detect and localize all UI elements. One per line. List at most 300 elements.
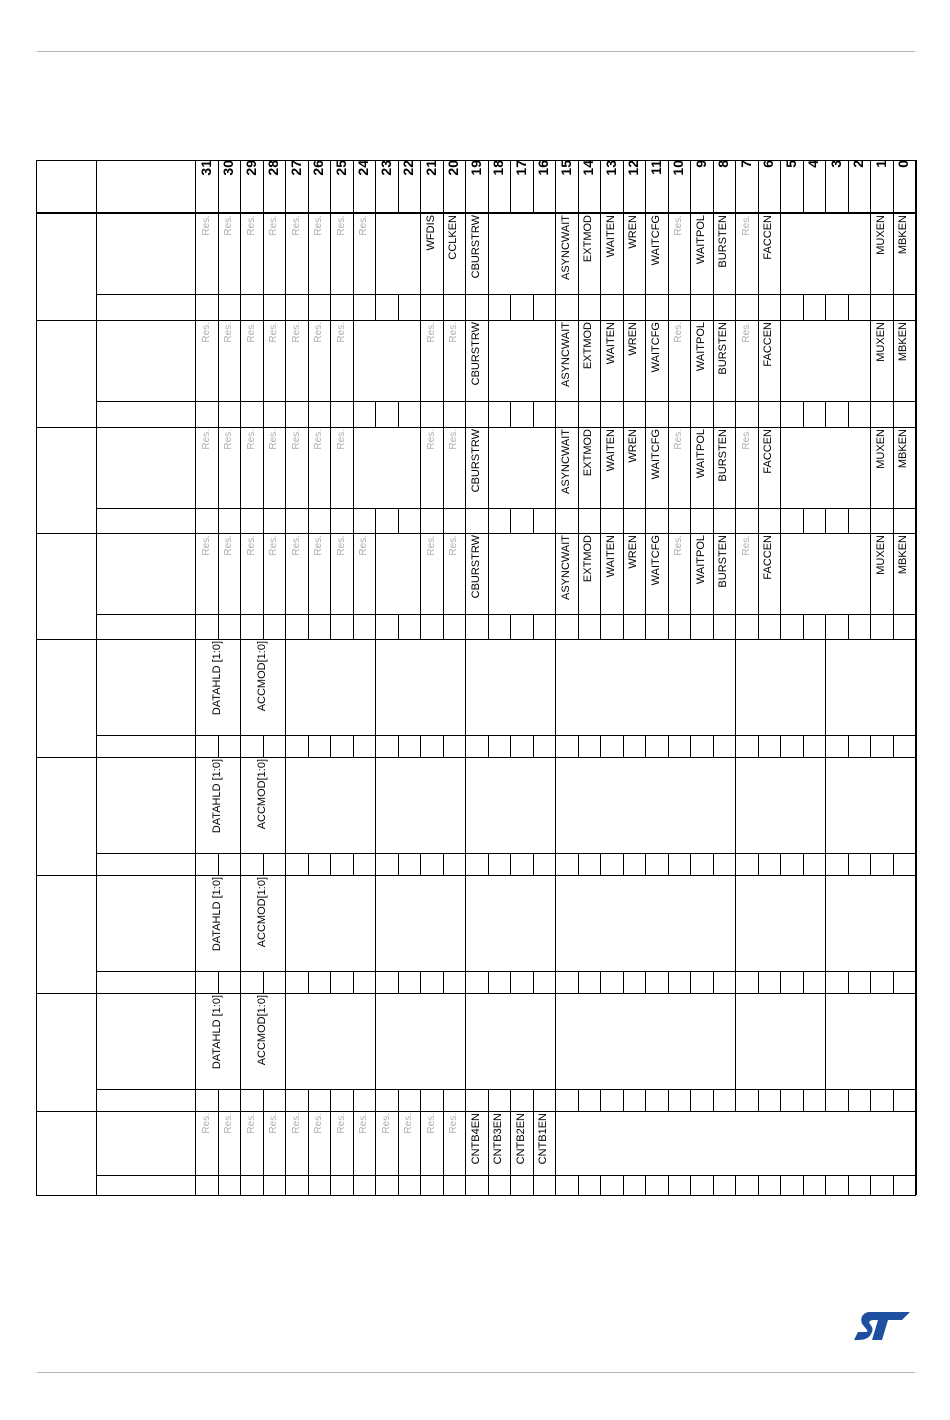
- grid-line: [195, 1175, 196, 1195]
- reserved-field: [218, 1111, 241, 1175]
- grid-line: [375, 971, 376, 993]
- grid-line: [825, 757, 826, 853]
- grid-line: [285, 853, 286, 875]
- grid-line: [848, 294, 849, 320]
- register-field: [240, 993, 285, 1089]
- grid-line: [803, 1089, 804, 1111]
- reserved-label: Res.: [313, 429, 325, 450]
- grid-line: [285, 993, 286, 1089]
- reserved-field: [420, 320, 443, 401]
- grid-line: [353, 614, 354, 639]
- grid-line: [96, 401, 916, 402]
- grid-line: [398, 853, 399, 875]
- register-field: [893, 427, 916, 508]
- grid-line: [578, 294, 579, 320]
- grid-line: [375, 1175, 376, 1195]
- grid-line: [375, 993, 376, 1089]
- field-name: WAITCFG: [649, 535, 662, 586]
- grid-line: [443, 971, 444, 993]
- reserved-field: [420, 533, 443, 614]
- grid-line: [803, 971, 804, 993]
- field-name: MBKEN: [897, 322, 910, 362]
- field-name: CNTB4EN: [469, 1113, 482, 1165]
- reserved-label: Res.: [740, 322, 752, 343]
- field-name: EXTMOD: [582, 215, 595, 263]
- grid-line: [915, 1089, 916, 1111]
- reserved-label: Res.: [335, 215, 347, 236]
- grid-line: [780, 401, 781, 427]
- field-name: EXTMOD: [582, 322, 595, 370]
- grid-line: [893, 853, 894, 875]
- grid-line: [555, 614, 556, 639]
- grid-line: [240, 508, 241, 533]
- register-field: [533, 1111, 556, 1175]
- reserved-field: [330, 427, 353, 508]
- reserved-label: Res.: [313, 535, 325, 556]
- grid-line: [600, 853, 601, 875]
- bit-number: [600, 160, 623, 212]
- reserved-field: [263, 1111, 286, 1175]
- grid-line: [263, 1089, 264, 1111]
- reserved-label: Res.: [335, 429, 347, 450]
- grid-line: [465, 993, 466, 1089]
- grid-line: [758, 735, 759, 757]
- reserved-field: [285, 533, 308, 614]
- grid-line: [308, 1175, 309, 1195]
- grid-line: [420, 1089, 421, 1111]
- grid-line: [690, 1089, 691, 1111]
- grid-line: [96, 508, 916, 509]
- grid-line: [555, 294, 556, 320]
- grid-line: [375, 639, 376, 735]
- grid-line: [578, 614, 579, 639]
- grid-line: [96, 971, 916, 972]
- grid-line: [330, 1175, 331, 1195]
- grid-line: [420, 971, 421, 993]
- field-name: WREN: [627, 322, 640, 356]
- grid-line: [645, 1175, 646, 1195]
- reserved-field: [330, 1111, 353, 1175]
- reserved-field: [240, 533, 263, 614]
- reserved-label: Res.: [358, 215, 370, 236]
- grid-line: [870, 853, 871, 875]
- reserved-field: [735, 213, 758, 294]
- grid-line: [533, 294, 534, 320]
- grid-line: [398, 735, 399, 757]
- reserved-label: Res.: [403, 1113, 415, 1134]
- reserved-field: [375, 1111, 398, 1175]
- grid-line: [375, 614, 376, 639]
- register-field: [645, 213, 668, 294]
- grid-line: [240, 294, 241, 320]
- register-field: [240, 875, 285, 971]
- field-name: BURSTEN: [717, 429, 730, 482]
- register-field: [690, 213, 713, 294]
- grid-line: [893, 508, 894, 533]
- grid-line: [668, 971, 669, 993]
- bit-number-label: 22: [400, 160, 417, 176]
- grid-line: [375, 401, 376, 427]
- reserved-field: [218, 533, 241, 614]
- grid-line: [353, 853, 354, 875]
- field-name: MUXEN: [874, 322, 887, 362]
- bit-number: [848, 160, 871, 212]
- grid-line: [555, 1111, 556, 1175]
- reserved-label: Res.: [740, 535, 752, 556]
- bit-number-label: 25: [332, 160, 349, 176]
- reserved-label: Res.: [268, 535, 280, 556]
- register-field: [465, 1111, 488, 1175]
- bit-number: [735, 160, 758, 212]
- grid-line: [870, 1089, 871, 1111]
- grid-line: [218, 853, 219, 875]
- grid-line: [218, 401, 219, 427]
- field-name: WAITEN: [604, 215, 617, 258]
- bit-number: [803, 160, 826, 212]
- bit-number-label: 7: [737, 160, 754, 168]
- grid-line: [645, 401, 646, 427]
- bit-number-label: 19: [467, 160, 484, 176]
- grid-line: [915, 508, 916, 533]
- reserved-field: [398, 1111, 421, 1175]
- reserved-label: Res.: [290, 322, 302, 343]
- grid-line: [825, 508, 826, 533]
- reserved-field: [308, 427, 331, 508]
- reserved-label: Res.: [335, 1113, 347, 1134]
- grid-line: [735, 1175, 736, 1195]
- register-field: [893, 320, 916, 401]
- register-field: [555, 427, 578, 508]
- grid-line: [420, 294, 421, 320]
- grid-line: [870, 614, 871, 639]
- reserved-field: [263, 213, 286, 294]
- field-name: CBURSTRW: [469, 535, 482, 599]
- grid-line: [353, 294, 354, 320]
- reserved-label: Res.: [740, 429, 752, 450]
- bit-number-label: 13: [602, 160, 619, 176]
- bit-number-label: 18: [490, 160, 507, 176]
- grid-line: [285, 639, 286, 735]
- grid-line: [758, 853, 759, 875]
- reserved-label: Res.: [425, 429, 437, 450]
- grid-line: [36, 993, 916, 994]
- grid-line: [690, 294, 691, 320]
- grid-line: [870, 294, 871, 320]
- register-field: [713, 427, 736, 508]
- field-name: CBURSTRW: [469, 322, 482, 386]
- grid-line: [780, 294, 781, 320]
- register-field: [600, 320, 623, 401]
- grid-line: [645, 1089, 646, 1111]
- reserved-label: Res.: [245, 1113, 257, 1134]
- field-name: CBURSTRW: [469, 215, 482, 279]
- grid-line: [645, 508, 646, 533]
- register-field: [713, 533, 736, 614]
- register-field: [758, 427, 781, 508]
- grid-line: [758, 508, 759, 533]
- grid-line: [420, 1175, 421, 1195]
- grid-line: [263, 1175, 264, 1195]
- bit-number-label: 1: [872, 160, 889, 168]
- reserved-label: Res.: [425, 535, 437, 556]
- grid-line: [285, 1089, 286, 1111]
- register-field: [600, 213, 623, 294]
- grid-line: [690, 853, 691, 875]
- grid-line: [915, 401, 916, 427]
- register-field: [690, 320, 713, 401]
- grid-line: [375, 294, 376, 320]
- grid-line: [758, 1089, 759, 1111]
- register-field: [465, 320, 488, 401]
- bit-number-label: 23: [377, 160, 394, 176]
- grid-line: [420, 508, 421, 533]
- bit-number: [420, 160, 443, 212]
- grid-line: [690, 401, 691, 427]
- grid-line: [420, 735, 421, 757]
- grid-line: [713, 853, 714, 875]
- grid-line: [375, 757, 376, 853]
- field-name: WREN: [627, 535, 640, 569]
- reserved-field: [443, 1111, 466, 1175]
- grid-line: [848, 1175, 849, 1195]
- grid-line: [488, 971, 489, 993]
- reserved-field: [420, 427, 443, 508]
- grid-line: [848, 401, 849, 427]
- register-field: [465, 213, 488, 294]
- grid-line: [803, 294, 804, 320]
- grid-line: [285, 1175, 286, 1195]
- reserved-field: [308, 533, 331, 614]
- grid-line: [36, 757, 916, 758]
- grid-line: [398, 294, 399, 320]
- grid-line: [375, 1089, 376, 1111]
- reserved-label: Res.: [223, 215, 235, 236]
- grid-line: [533, 401, 534, 427]
- grid-line: [465, 735, 466, 757]
- bit-number: [893, 160, 916, 212]
- grid-line: [690, 1175, 691, 1195]
- grid-line: [510, 1175, 511, 1195]
- grid-line: [758, 1175, 759, 1195]
- register-field: [893, 213, 916, 294]
- reserved-field: [263, 427, 286, 508]
- grid-line: [713, 401, 714, 427]
- grid-line: [803, 853, 804, 875]
- reserved-label: Res.: [268, 1113, 280, 1134]
- grid-line: [555, 993, 556, 1089]
- register-field: [510, 1111, 533, 1175]
- grid-line: [375, 533, 376, 614]
- grid-line: [285, 294, 286, 320]
- register-field: [465, 533, 488, 614]
- field-name: MBKEN: [897, 535, 910, 575]
- grid-line: [195, 735, 196, 757]
- grid-line: [645, 614, 646, 639]
- grid-line: [308, 853, 309, 875]
- bit-number: [645, 160, 668, 212]
- bit-number-label: 27: [287, 160, 304, 176]
- grid-line: [533, 508, 534, 533]
- field-name: CBURSTRW: [469, 429, 482, 493]
- grid-line: [780, 735, 781, 757]
- register-field: [420, 213, 443, 294]
- reserved-field: [330, 320, 353, 401]
- register-field: [600, 533, 623, 614]
- grid-line: [488, 1175, 489, 1195]
- grid-line: [623, 735, 624, 757]
- grid-line: [803, 614, 804, 639]
- register-field: [870, 427, 893, 508]
- bit-number: [263, 160, 286, 212]
- register-field: [623, 533, 646, 614]
- grid-line: [218, 1175, 219, 1195]
- bit-number-label: 31: [197, 160, 214, 176]
- reserved-field: [735, 533, 758, 614]
- grid-line: [915, 160, 916, 212]
- reserved-field: [285, 1111, 308, 1175]
- grid-line: [195, 614, 196, 639]
- reserved-label: Res.: [200, 1113, 212, 1134]
- grid-line: [780, 614, 781, 639]
- grid-line: [825, 971, 826, 993]
- reserved-field: [285, 427, 308, 508]
- reserved-field: [195, 320, 218, 401]
- reserved-label: Res.: [335, 322, 347, 343]
- grid-line: [690, 614, 691, 639]
- grid-line: [623, 508, 624, 533]
- grid-line: [668, 853, 669, 875]
- reserved-field: [240, 320, 263, 401]
- reserved-field: [735, 427, 758, 508]
- grid-line: [735, 1089, 736, 1111]
- grid-line: [96, 1175, 916, 1176]
- reserved-label: Res.: [268, 429, 280, 450]
- register-field: [690, 427, 713, 508]
- grid-line: [308, 1089, 309, 1111]
- field-name: WAITEN: [604, 322, 617, 365]
- grid-line: [443, 735, 444, 757]
- grid-line: [488, 320, 489, 401]
- grid-line: [533, 1175, 534, 1195]
- reserved-label: Res.: [200, 535, 212, 556]
- grid-line: [915, 213, 916, 294]
- grid-line: [600, 614, 601, 639]
- field-name: WAITPOL: [694, 535, 707, 585]
- bit-number-label: 16: [535, 160, 552, 176]
- reserved-field: [330, 533, 353, 614]
- grid-line: [36, 160, 37, 1195]
- grid-line: [240, 971, 241, 993]
- st-logo-icon: [852, 1308, 912, 1344]
- bit-number-label: 0: [895, 160, 912, 168]
- bit-number-label: 14: [580, 160, 597, 176]
- bit-number: [668, 160, 691, 212]
- reserved-field: [330, 213, 353, 294]
- grid-line: [578, 735, 579, 757]
- field-name: CNTB3EN: [492, 1113, 505, 1165]
- grid-line: [285, 735, 286, 757]
- reserved-field: [353, 213, 376, 294]
- reserved-label: Res.: [448, 429, 460, 450]
- reserved-label: Res.: [290, 1113, 302, 1134]
- grid-line: [488, 1089, 489, 1111]
- reserved-field: [240, 1111, 263, 1175]
- grid-line: [735, 508, 736, 533]
- register-field: [578, 533, 601, 614]
- reserved-label: Res.: [425, 1113, 437, 1134]
- field-name: ACCMOD[1:0]: [256, 877, 268, 948]
- grid-line: [870, 508, 871, 533]
- grid-line: [893, 294, 894, 320]
- grid-line: [240, 614, 241, 639]
- reserved-label: Res.: [245, 535, 257, 556]
- reserved-label: Res.: [358, 535, 370, 556]
- grid-line: [780, 508, 781, 533]
- reserved-label: Res.: [673, 535, 685, 556]
- field-name: FACCEN: [762, 322, 775, 367]
- grid-line: [443, 1089, 444, 1111]
- grid-line: [893, 735, 894, 757]
- grid-line: [353, 427, 354, 508]
- reserved-field: [195, 1111, 218, 1175]
- grid-line: [353, 1175, 354, 1195]
- field-name: FACCEN: [762, 429, 775, 474]
- bit-number: [578, 160, 601, 212]
- bit-number-label: 8: [715, 160, 732, 168]
- grid-line: [780, 427, 781, 508]
- bit-number: [240, 160, 263, 212]
- register-field: [195, 639, 240, 735]
- grid-line: [915, 427, 916, 508]
- grid-line: [555, 853, 556, 875]
- register-field: [623, 320, 646, 401]
- field-name: WAITCFG: [649, 429, 662, 480]
- grid-line: [330, 401, 331, 427]
- grid-line: [488, 213, 489, 294]
- reserved-label: Res.: [200, 322, 212, 343]
- grid-line: [600, 735, 601, 757]
- grid-line: [398, 1089, 399, 1111]
- field-name: CCLKEN: [447, 215, 460, 260]
- grid-line: [735, 294, 736, 320]
- reserved-field: [353, 533, 376, 614]
- grid-line: [398, 971, 399, 993]
- register-field: [690, 533, 713, 614]
- grid-line: [510, 401, 511, 427]
- grid-line: [510, 853, 511, 875]
- grid-line: [263, 971, 264, 993]
- grid-line: [465, 639, 466, 735]
- grid-line: [780, 533, 781, 614]
- grid-line: [803, 401, 804, 427]
- grid-line: [893, 971, 894, 993]
- grid-line: [645, 971, 646, 993]
- grid-line: [713, 735, 714, 757]
- grid-line: [893, 614, 894, 639]
- grid-line: [96, 160, 97, 1195]
- field-name: ASYNCWAIT: [559, 322, 572, 387]
- grid-line: [398, 508, 399, 533]
- grid-line: [96, 735, 916, 736]
- grid-line: [285, 875, 286, 971]
- bit-number: [218, 160, 241, 212]
- grid-line: [668, 1089, 669, 1111]
- reserved-field: [443, 320, 466, 401]
- reserved-label: Res.: [380, 1113, 392, 1134]
- field-name: DATAHLD [1:0]: [211, 877, 223, 952]
- grid-line: [398, 401, 399, 427]
- grid-line: [420, 614, 421, 639]
